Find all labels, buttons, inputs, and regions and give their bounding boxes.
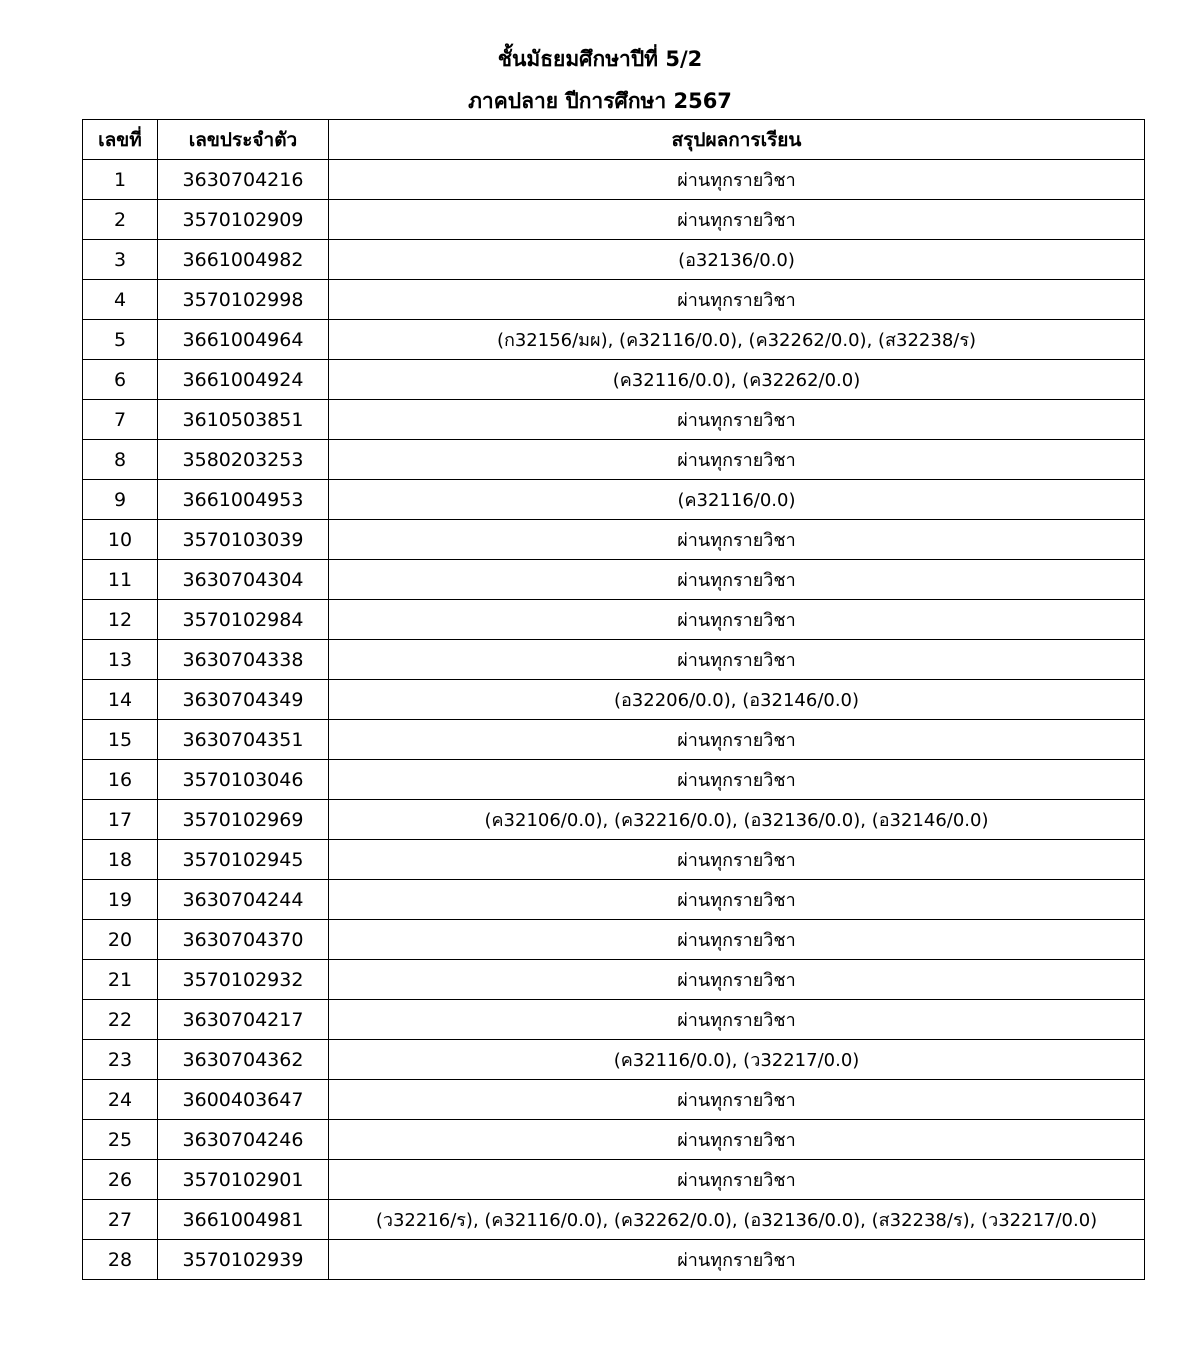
student-id-cell: 3570103046 bbox=[158, 760, 329, 800]
row-number-cell: 5 bbox=[83, 320, 158, 360]
result-summary-cell: (ค32116/0.0), (ค32262/0.0) bbox=[329, 360, 1145, 400]
student-id-cell: 3570102901 bbox=[158, 1160, 329, 1200]
student-id-cell: 3570103039 bbox=[158, 520, 329, 560]
table-row bbox=[83, 800, 1145, 840]
table-row bbox=[83, 480, 1145, 520]
table-row bbox=[83, 880, 1145, 920]
student-id-cell: 3610503851 bbox=[158, 400, 329, 440]
student-id-cell: 3570102939 bbox=[158, 1240, 329, 1280]
result-summary-cell: (ค32106/0.0), (ค32216/0.0), (อ32136/0.0), (อ32146/0.0) bbox=[329, 800, 1145, 840]
table-row bbox=[83, 520, 1145, 560]
result-summary-cell: ผ่านทุกรายวิชา bbox=[329, 640, 1145, 680]
row-number-cell: 25 bbox=[83, 1120, 158, 1160]
table-row bbox=[83, 440, 1145, 480]
row-number-cell: 23 bbox=[83, 1040, 158, 1080]
table-row bbox=[83, 1200, 1145, 1240]
row-number-cell: 15 bbox=[83, 720, 158, 760]
table-row bbox=[83, 1120, 1145, 1160]
row-number-cell: 10 bbox=[83, 520, 158, 560]
row-number-cell: 9 bbox=[83, 480, 158, 520]
table-row bbox=[83, 560, 1145, 600]
table-row bbox=[83, 320, 1145, 360]
result-summary-cell: ผ่านทุกรายวิชา bbox=[329, 1120, 1145, 1160]
row-number-cell: 27 bbox=[83, 1200, 158, 1240]
table-row bbox=[83, 1160, 1145, 1200]
table-row bbox=[83, 1000, 1145, 1040]
column-header-student-id: เลขประจำตัว bbox=[158, 120, 329, 160]
student-id-cell: 3570102984 bbox=[158, 600, 329, 640]
result-summary-cell: ผ่านทุกรายวิชา bbox=[329, 280, 1145, 320]
row-number-cell: 11 bbox=[83, 560, 158, 600]
student-id-cell: 3570102932 bbox=[158, 960, 329, 1000]
row-number-cell: 18 bbox=[83, 840, 158, 880]
table-row bbox=[83, 920, 1145, 960]
student-id-cell: 3630704362 bbox=[158, 1040, 329, 1080]
student-id-cell: 3630704370 bbox=[158, 920, 329, 960]
student-id-cell: 3661004953 bbox=[158, 480, 329, 520]
table-row bbox=[83, 640, 1145, 680]
result-summary-cell: (อ32136/0.0) bbox=[329, 240, 1145, 280]
table-row bbox=[83, 960, 1145, 1000]
result-summary-cell: ผ่านทุกรายวิชา bbox=[329, 520, 1145, 560]
student-id-cell: 3630704349 bbox=[158, 680, 329, 720]
page-title: ชั้นมัธยมศึกษาปีที่ 5/2 bbox=[497, 47, 703, 71]
row-number-cell: 3 bbox=[83, 240, 158, 280]
row-number-cell: 20 bbox=[83, 920, 158, 960]
table-row bbox=[83, 1240, 1145, 1280]
table-row bbox=[83, 240, 1145, 280]
student-id-cell: 3570102909 bbox=[158, 200, 329, 240]
table-row bbox=[83, 160, 1145, 200]
result-summary-cell: ผ่านทุกรายวิชา bbox=[329, 1240, 1145, 1280]
result-summary-cell: ผ่านทุกรายวิชา bbox=[329, 880, 1145, 920]
result-summary-cell: ผ่านทุกรายวิชา bbox=[329, 1160, 1145, 1200]
student-id-cell: 3570102969 bbox=[158, 800, 329, 840]
row-number-cell: 13 bbox=[83, 640, 158, 680]
result-summary-cell: ผ่านทุกรายวิชา bbox=[329, 920, 1145, 960]
student-id-cell: 3570102945 bbox=[158, 840, 329, 880]
result-summary-cell: (อ32206/0.0), (อ32146/0.0) bbox=[329, 680, 1145, 720]
row-number-cell: 26 bbox=[83, 1160, 158, 1200]
row-number-cell: 1 bbox=[83, 160, 158, 200]
student-id-cell: 3580203253 bbox=[158, 440, 329, 480]
row-number-cell: 16 bbox=[83, 760, 158, 800]
table-body bbox=[83, 160, 1145, 1280]
row-number-cell: 8 bbox=[83, 440, 158, 480]
result-summary-cell: ผ่านทุกรายวิชา bbox=[329, 840, 1145, 880]
row-number-cell: 19 bbox=[83, 880, 158, 920]
table-row bbox=[83, 280, 1145, 320]
result-summary-cell: (ค32116/0.0), (ว32217/0.0) bbox=[329, 1040, 1145, 1080]
column-header-result-summary: สรุปผลการเรียน bbox=[329, 120, 1145, 160]
table-row bbox=[83, 360, 1145, 400]
table-row bbox=[83, 1080, 1145, 1120]
result-summary-cell: ผ่านทุกรายวิชา bbox=[329, 560, 1145, 600]
student-id-cell: 3630704217 bbox=[158, 1000, 329, 1040]
row-number-cell: 28 bbox=[83, 1240, 158, 1280]
result-summary-cell: ผ่านทุกรายวิชา bbox=[329, 760, 1145, 800]
row-number-cell: 7 bbox=[83, 400, 158, 440]
table-row bbox=[83, 200, 1145, 240]
student-id-cell: 3661004982 bbox=[158, 240, 329, 280]
table-header bbox=[83, 120, 1145, 160]
student-id-cell: 3630704351 bbox=[158, 720, 329, 760]
student-id-cell: 3570102998 bbox=[158, 280, 329, 320]
result-summary-cell: ผ่านทุกรายวิชา bbox=[329, 200, 1145, 240]
student-id-cell: 3630704338 bbox=[158, 640, 329, 680]
table-row bbox=[83, 720, 1145, 760]
column-header-number: เลขที่ bbox=[83, 120, 158, 160]
student-id-cell: 3600403647 bbox=[158, 1080, 329, 1120]
row-number-cell: 4 bbox=[83, 280, 158, 320]
table-row bbox=[83, 600, 1145, 640]
student-id-cell: 3661004924 bbox=[158, 360, 329, 400]
student-id-cell: 3630704216 bbox=[158, 160, 329, 200]
student-id-cell: 3661004981 bbox=[158, 1200, 329, 1240]
result-summary-cell: ผ่านทุกรายวิชา bbox=[329, 960, 1145, 1000]
header-row bbox=[83, 120, 1145, 160]
table-row bbox=[83, 680, 1145, 720]
table-row bbox=[83, 400, 1145, 440]
student-id-cell: 3630704244 bbox=[158, 880, 329, 920]
result-summary-cell: ผ่านทุกรายวิชา bbox=[329, 440, 1145, 480]
row-number-cell: 14 bbox=[83, 680, 158, 720]
result-summary-cell: ผ่านทุกรายวิชา bbox=[329, 1000, 1145, 1040]
table-row bbox=[83, 1040, 1145, 1080]
results-table bbox=[82, 119, 1145, 1280]
row-number-cell: 21 bbox=[83, 960, 158, 1000]
result-summary-cell: ผ่านทุกรายวิชา bbox=[329, 400, 1145, 440]
row-number-cell: 6 bbox=[83, 360, 158, 400]
page-subtitle: ภาคปลาย ปีการศึกษา 2567 bbox=[468, 89, 732, 113]
result-summary-cell: (ว32216/ร), (ค32116/0.0), (ค32262/0.0), (อ32136/0.0), (ส32238/ร), (ว32217/0.0) bbox=[329, 1200, 1145, 1240]
student-id-cell: 3661004964 bbox=[158, 320, 329, 360]
result-summary-cell: (ก32156/มผ), (ค32116/0.0), (ค32262/0.0), (ส32238/ร) bbox=[329, 320, 1145, 360]
row-number-cell: 12 bbox=[83, 600, 158, 640]
row-number-cell: 2 bbox=[83, 200, 158, 240]
student-id-cell: 3630704304 bbox=[158, 560, 329, 600]
result-summary-cell: ผ่านทุกรายวิชา bbox=[329, 720, 1145, 760]
student-id-cell: 3630704246 bbox=[158, 1120, 329, 1160]
table-row bbox=[83, 840, 1145, 880]
row-number-cell: 17 bbox=[83, 800, 158, 840]
table-row bbox=[83, 760, 1145, 800]
row-number-cell: 22 bbox=[83, 1000, 158, 1040]
result-summary-cell: (ค32116/0.0) bbox=[329, 480, 1145, 520]
result-summary-cell: ผ่านทุกรายวิชา bbox=[329, 600, 1145, 640]
result-summary-cell: ผ่านทุกรายวิชา bbox=[329, 1080, 1145, 1120]
row-number-cell: 24 bbox=[83, 1080, 158, 1120]
result-summary-cell: ผ่านทุกรายวิชา bbox=[329, 160, 1145, 200]
